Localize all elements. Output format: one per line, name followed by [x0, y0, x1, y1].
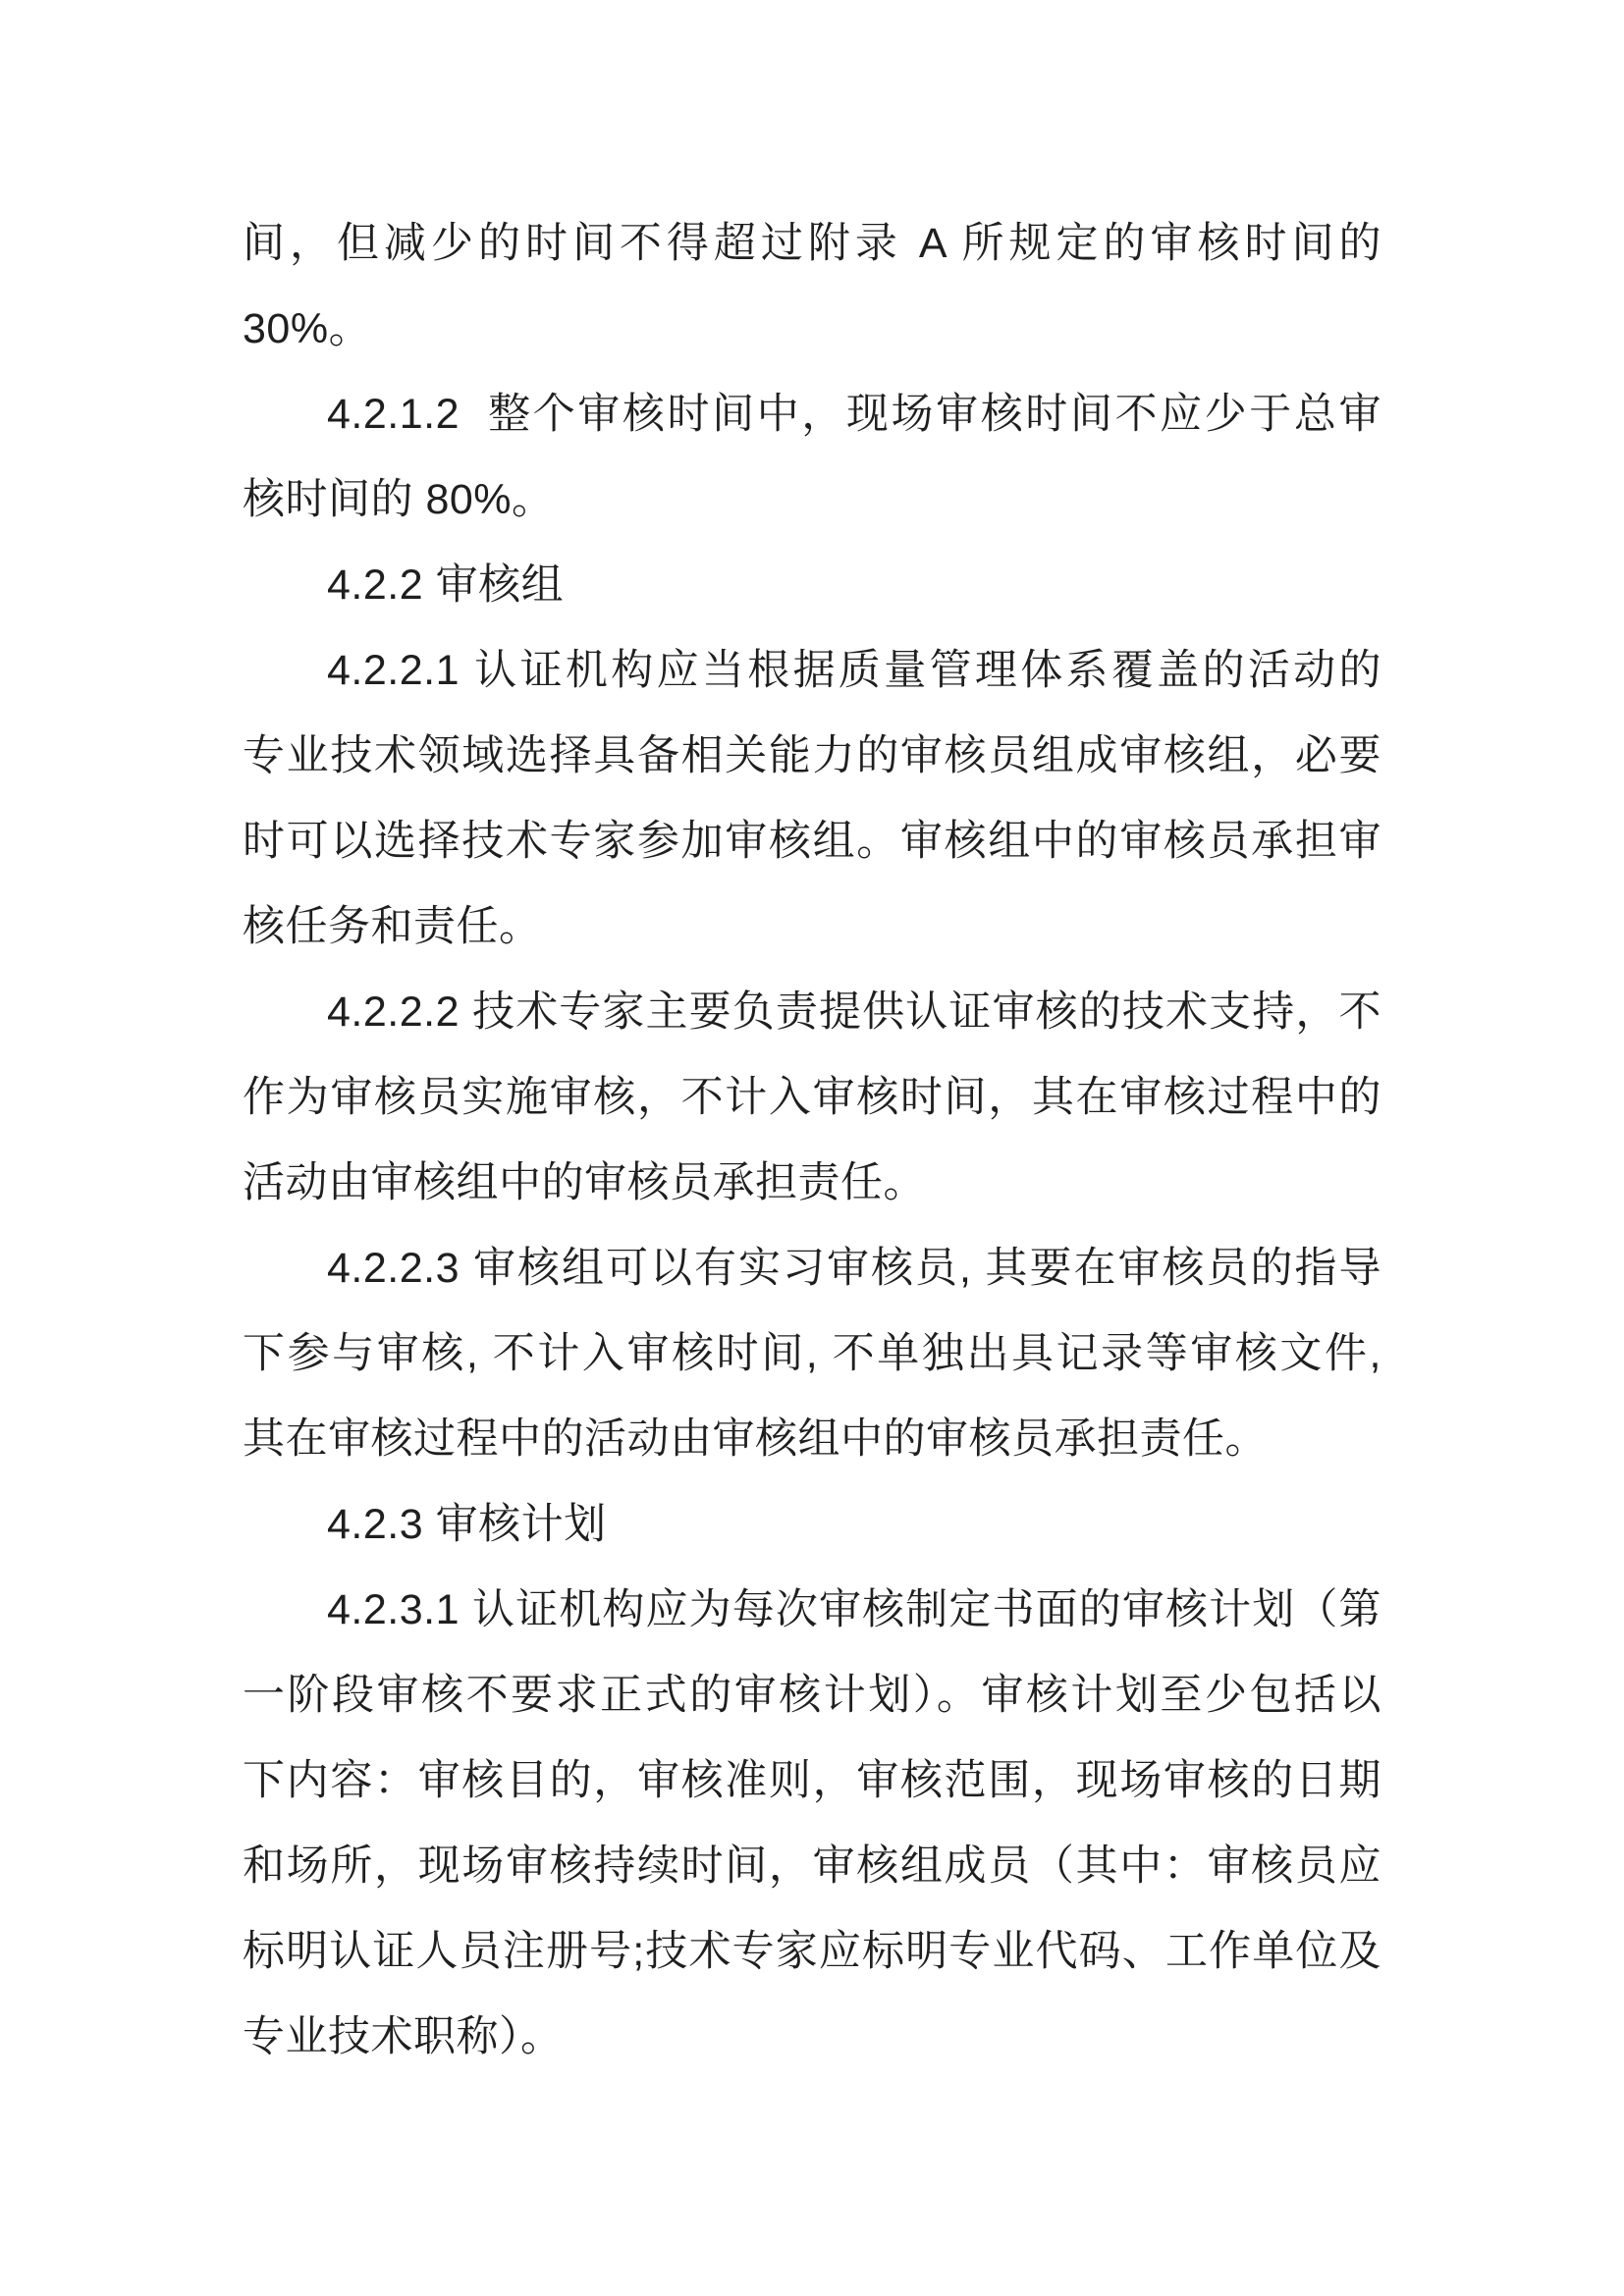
text-line: 作为审核员实施审核，不计入审核时间，其在审核过程中的: [243, 1074, 1381, 1121]
text-line: 时可以选择技术专家参加审核组。审核组中的审核员承担审: [243, 818, 1381, 865]
paragraph: [243, 1482, 1381, 1568]
text-line: 专业技术领域选择具备相关能力的审核员组成审核组，必要: [243, 732, 1381, 779]
text-line: 下参与审核, 不计入审核时间, 不单独出具记录等审核文件,: [243, 1330, 1381, 1377]
text-line: 30%。: [243, 305, 372, 352]
text-line: 标明认证人员注册号;技术专家应标明专业代码、工作单位及: [243, 1928, 1381, 1975]
paragraph: [243, 628, 1381, 970]
text-line: 4.2.3 审核计划: [327, 1501, 607, 1548]
paragraph: [243, 372, 1381, 543]
text-line: 4.2.2.2 技术专家主要负责提供认证审核的技术支持，不: [327, 988, 1381, 1036]
text-line: 4.2.2 审核组: [327, 561, 565, 609]
paragraph: [243, 543, 1381, 628]
text-line: 4.2.2.3 审核组可以有实习审核员, 其要在审核员的指导: [327, 1245, 1381, 1292]
text-block: [243, 201, 1381, 2080]
text-line: 一阶段审核不要求正式的审核计划）。审核计划至少包括以: [243, 1672, 1381, 1719]
text-line: 专业技术职称）。: [243, 2013, 564, 2060]
text-line: 4.2.1.2 整个审核时间中，现场审核时间不应少于总审: [327, 391, 1381, 438]
paragraph: [243, 201, 1381, 372]
text-line: 4.2.3.1 认证机构应为每次审核制定书面的审核计划（第: [327, 1586, 1381, 1633]
paragraph: [243, 1226, 1381, 1482]
text-line: 核任务和责任。: [243, 903, 542, 950]
text-line: 核时间的 80%。: [243, 476, 555, 523]
text-line: 活动由审核组中的审核员承担责任。: [243, 1159, 926, 1206]
text-line: 下内容：审核目的，审核准则，审核范围，现场审核的日期: [243, 1757, 1381, 1804]
paragraph: [243, 1568, 1381, 2080]
text-line: 其在审核过程中的活动由审核组中的审核员承担责任。: [243, 1415, 1268, 1463]
text-line: 间，但减少的时间不得超过附录 A 所规定的审核时间的: [243, 220, 1381, 267]
text-line: 4.2.2.1 认证机构应当根据质量管理体系覆盖的活动的: [327, 647, 1381, 694]
paragraph: [243, 970, 1381, 1226]
text-line: 和场所，现场审核持续时间，审核组成员（其中：审核员应: [243, 1842, 1381, 1890]
